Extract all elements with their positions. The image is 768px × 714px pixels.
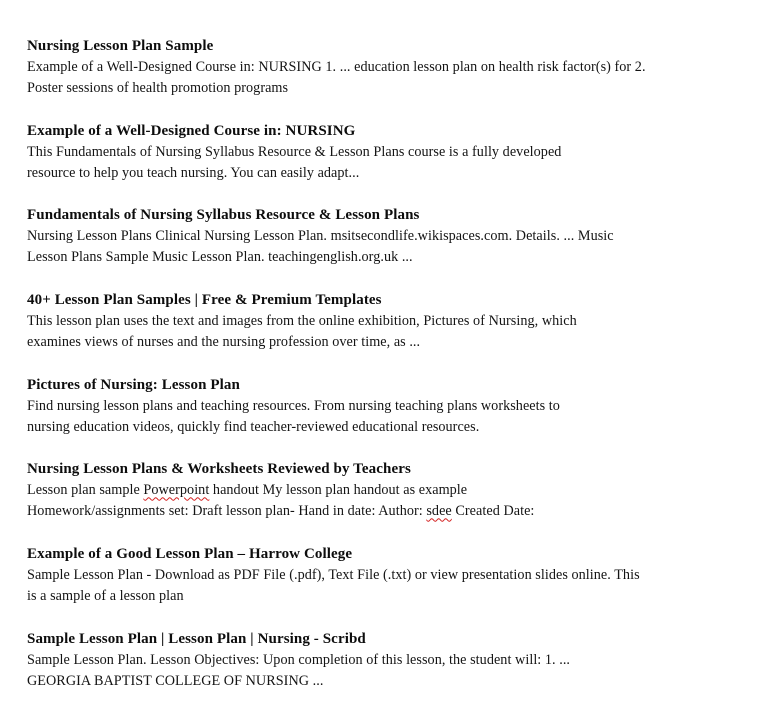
section-text-line: Sample Lesson Plan - Download as PDF File (.pdf), Text File (.txt) or view presentation slides online. This [27,567,640,584]
section-well-designed-course [27,121,757,206]
section-heading: Sample Lesson Plan | Lesson Plan | Nursing - Scribd [27,630,366,647]
section-text-line: Lesson Plans Sample Music Lesson Plan. teachingenglish.org.uk ... [27,249,413,266]
section-text-line: examines views of nurses and the nursing profession over time, as ... [27,334,421,351]
section-worksheets-reviewed [27,459,757,544]
section-text-line: This Fundamentals of Nursing Syllabus Resource & Lesson Plans course is a fully developed [27,143,562,160]
section-text-line: resource to help you teach nursing. You can easily adapt... [27,164,360,181]
section-heading: Example of a Good Lesson Plan – Harrow College [27,546,353,563]
section-text-line: Example of a Well-Designed Course in: NURSING 1. ... education lesson plan on health risk factor(s) for 2. [27,59,646,75]
text-segment: handout My lesson plan handout as example [209,482,468,499]
section-nursing-lesson-plan-sample [27,36,757,121]
section-text-line [27,480,757,501]
section-text-line: nursing education videos, quickly find teacher-reviewed educational resources. [27,418,480,435]
section-text-line: Poster sessions of health promotion programs [27,80,289,96]
section-heading: Pictures of Nursing: Lesson Plan [27,376,240,393]
section-text-line [27,501,757,522]
text-segment: Lesson plan sample [27,482,144,499]
section-harrow-college [27,544,757,629]
section-text-line: Find nursing lesson plans and teaching resources. From nursing teaching plans worksheets to [27,397,560,414]
section-text-line: is a sample of a lesson plan [27,588,184,605]
section-heading: Example of a Well-Designed Course in: NURSING [27,122,356,139]
section-heading: Nursing Lesson Plans & Worksheets Reviewed by Teachers [27,461,411,478]
section-text-line: This lesson plan uses the text and images from the online exhibition, Pictures of Nursing, which [27,313,577,330]
section-fundamentals-of-nursing [27,205,757,290]
section-heading: 40+ Lesson Plan Samples | Free & Premium Templates [27,292,382,309]
section-heading: Nursing Lesson Plan Sample [27,38,214,54]
text-segment: Homework/assignments set: Draft lesson plan- Hand in date: Author: [27,503,427,520]
spellcheck-flagged-word[interactable]: Powerpoint [143,482,210,499]
section-scribd-sample [27,629,757,714]
section-pictures-of-nursing [27,375,757,460]
section-heading: Fundamentals of Nursing Syllabus Resource & Lesson Plans [27,207,420,224]
text-segment: Created Date: [451,503,535,520]
section-text-line: Sample Lesson Plan. Lesson Objectives: Upon completion of this lesson, the student will: 1. ... [27,651,571,668]
section-lesson-plan-samples-templates [27,290,757,375]
section-text-line: GEORGIA BAPTIST COLLEGE OF NURSING ... [27,672,324,689]
section-text-line: Nursing Lesson Plans Clinical Nursing Lesson Plan. msitsecondlife.wikispaces.com. Details. ... Music [27,228,614,245]
spellcheck-flagged-word[interactable]: sdee [426,503,452,520]
document-body [27,36,757,714]
